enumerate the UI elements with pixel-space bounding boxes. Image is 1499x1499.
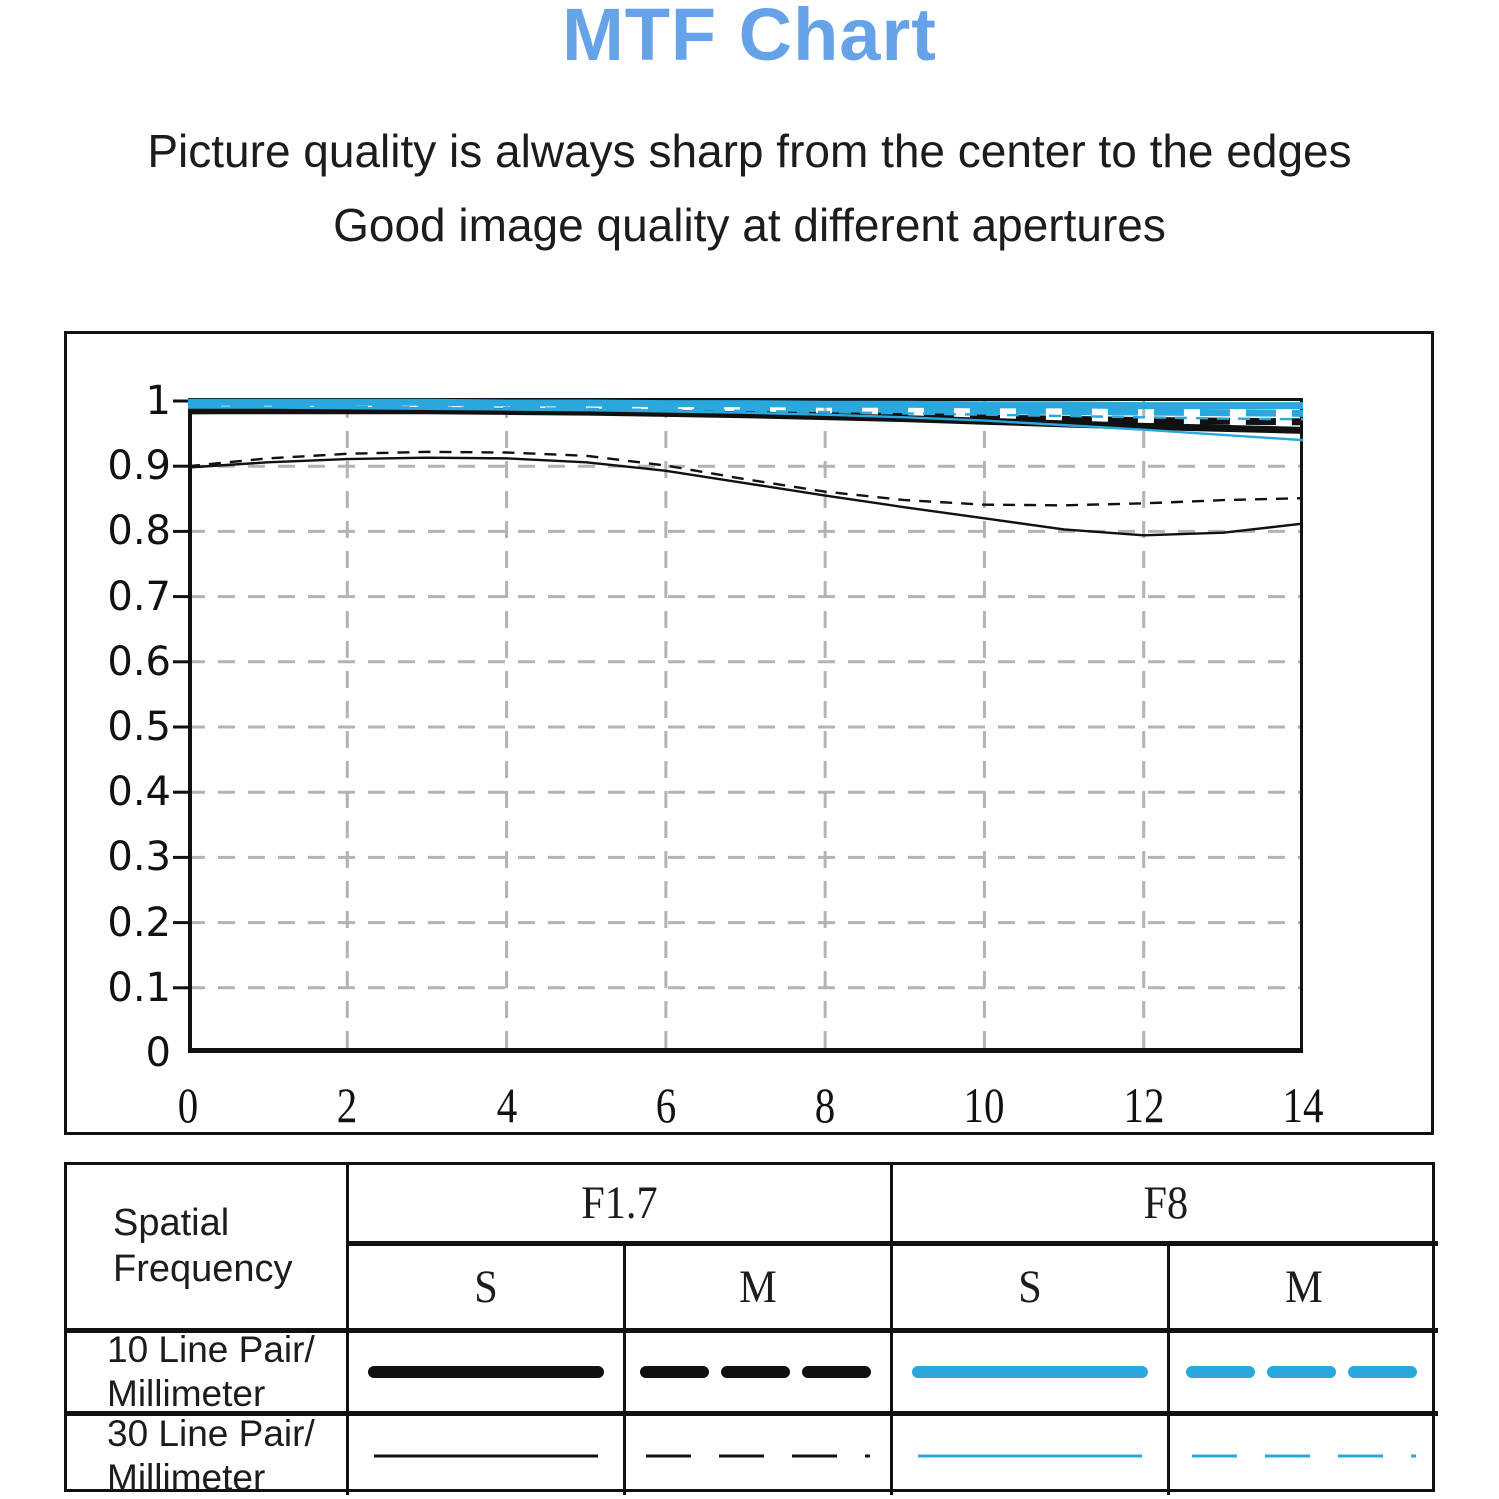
legend-line-swatch bbox=[910, 1357, 1150, 1387]
x-tick-label-2: 2 bbox=[337, 1077, 358, 1133]
x-tick-label-14: 14 bbox=[1282, 1077, 1324, 1133]
y-tick-label-0.7: 0.7 bbox=[107, 573, 171, 620]
legend-sample-f17-s-30lp bbox=[349, 1416, 626, 1495]
legend-sample-f8-s-30lp bbox=[893, 1416, 1170, 1495]
y-tick-label-0.1: 0.1 bbox=[107, 964, 171, 1011]
y-tick-label-0.6: 0.6 bbox=[107, 638, 171, 685]
legend-subheader-m2: M bbox=[1170, 1246, 1438, 1333]
legend-subheader-m1: M bbox=[626, 1246, 893, 1333]
y-tick-label-0.4: 0.4 bbox=[107, 769, 171, 816]
legend-sample-f17-m-10lp bbox=[626, 1333, 893, 1416]
page-title: MTF Chart bbox=[562, 0, 937, 76]
legend-row-label-10lp: 10 Line Pair/ Millimeter bbox=[67, 1333, 349, 1416]
legend-row-label-30lp: 30 Line Pair/ Millimeter bbox=[67, 1416, 349, 1495]
legend-table bbox=[64, 1162, 1435, 1498]
subtitle-line-2: Good image quality at different apertures bbox=[333, 199, 1166, 251]
x-tick-label-0: 0 bbox=[177, 1077, 199, 1133]
legend-header-f1-7: F1.7 bbox=[349, 1165, 893, 1246]
y-tick-label-0.8: 0.8 bbox=[107, 508, 171, 555]
x-tick-label-6: 6 bbox=[655, 1077, 677, 1133]
corner-label-line2: Frequency bbox=[113, 1247, 293, 1290]
legend-subheader-s1: S bbox=[349, 1246, 626, 1333]
legend-sample-f8-s-10lp bbox=[893, 1333, 1170, 1416]
x-tick-label-12: 12 bbox=[1123, 1077, 1165, 1133]
x-tick-label-4: 4 bbox=[496, 1077, 517, 1133]
x-tick-label-10: 10 bbox=[963, 1077, 1005, 1133]
legend-line-swatch bbox=[366, 1441, 606, 1471]
legend-sample-f8-m-10lp bbox=[1170, 1333, 1438, 1416]
subtitle-line-1: Picture quality is always sharp from the center to the edges bbox=[147, 125, 1352, 177]
mtf-plot bbox=[188, 398, 1303, 1053]
y-tick-label-0.3: 0.3 bbox=[107, 834, 171, 881]
legend-line-swatch bbox=[366, 1357, 606, 1387]
legend-line-swatch bbox=[1184, 1357, 1424, 1387]
corner-label-line1: Spatial bbox=[113, 1201, 230, 1244]
legend-sample-f8-m-30lp bbox=[1170, 1416, 1438, 1495]
y-tick-label-1: 1 bbox=[145, 378, 171, 424]
legend-line-swatch bbox=[638, 1357, 878, 1387]
y-tick-label-0: 0 bbox=[145, 1030, 171, 1076]
legend-sample-f17-m-30lp bbox=[626, 1416, 893, 1495]
curve-f1-7-s-30-line-pair-millimeter bbox=[188, 458, 1303, 536]
y-tick-label-0.5: 0.5 bbox=[107, 704, 171, 750]
y-tick-label-0.2: 0.2 bbox=[107, 899, 171, 946]
x-tick-label-8: 8 bbox=[814, 1077, 836, 1133]
legend-header-f8: F8 bbox=[893, 1165, 1438, 1246]
legend-line-swatch bbox=[638, 1441, 878, 1471]
y-tick-label-0.9: 0.9 bbox=[107, 443, 171, 490]
legend-subheader-s2: S bbox=[893, 1246, 1170, 1333]
legend-corner-label bbox=[67, 1165, 349, 1333]
legend-line-swatch bbox=[910, 1441, 1150, 1471]
curve-f8-s-10-line-pair-millimeter bbox=[188, 402, 1303, 405]
legend-line-swatch bbox=[1184, 1441, 1424, 1471]
legend-sample-f17-s-10lp bbox=[349, 1333, 626, 1416]
mtf-plot-frame bbox=[64, 331, 1434, 1135]
